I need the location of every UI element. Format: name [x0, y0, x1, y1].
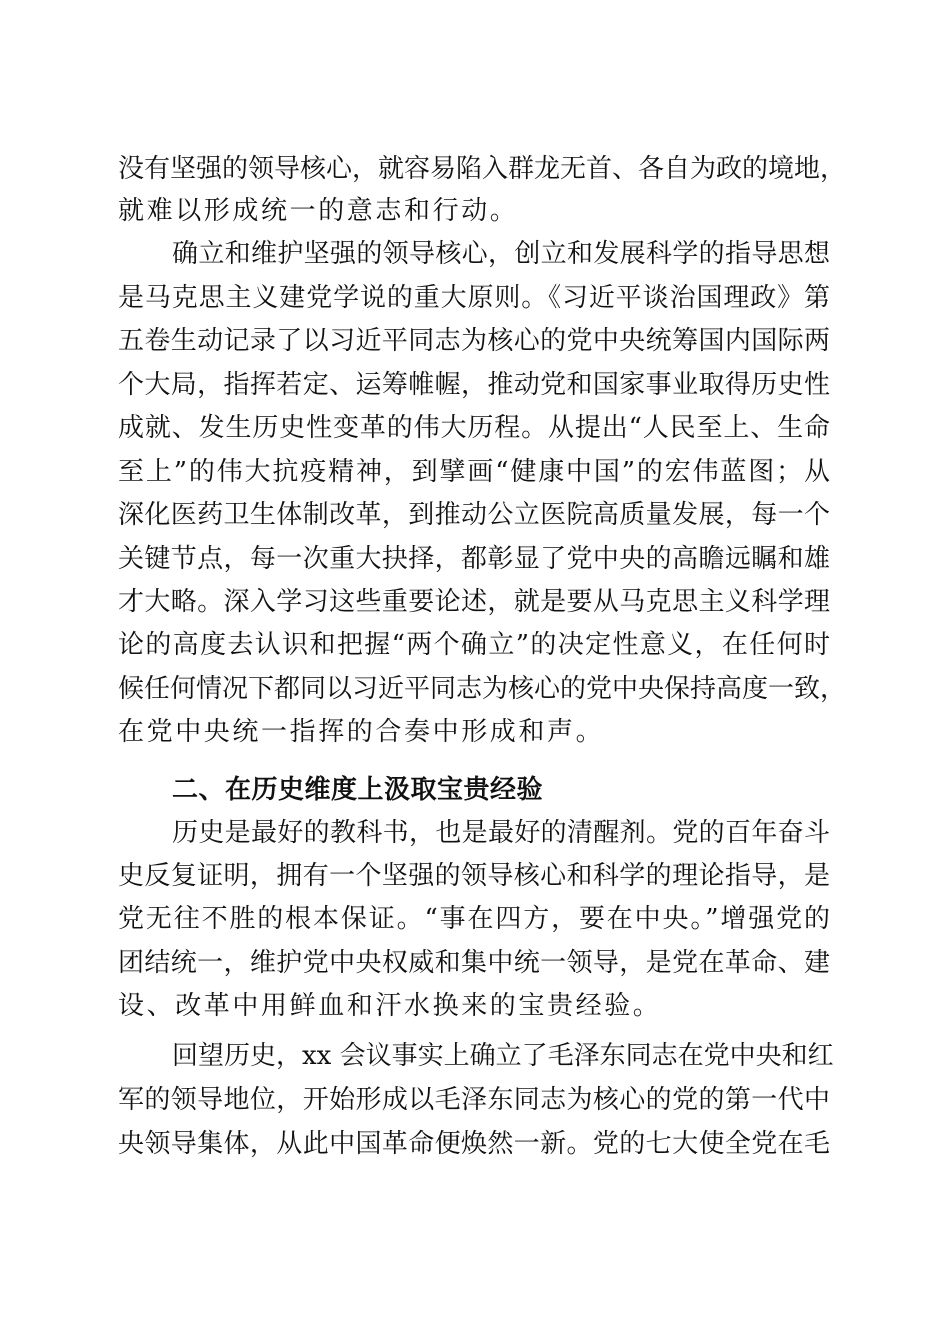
text-line: 回望历史，xx 会议事实上确立了毛泽东同志在党中央和红: [172, 1041, 834, 1071]
text-line: 确立和维护坚强的领导核心，创立和发展科学的指导思想: [172, 239, 830, 269]
text-line: 候任何情况下都同以习近平同志为核心的党中央保持高度一致，: [118, 674, 847, 704]
text-line: 没有坚强的领导核心，就容易陷入群龙无首、各自为政的境地，: [118, 154, 847, 184]
text-line: 才大略。深入学习这些重要论述，就是要从马克思主义科学理: [118, 587, 830, 617]
text-line: 历史是最好的教科书，也是最好的清醒剂。党的百年奋斗: [172, 818, 830, 848]
text-line: 就难以形成统一的意志和行动。: [118, 196, 519, 226]
text-line: 关键节点，每一次重大抉择，都彰显了党中央的高瞻远瞩和雄: [118, 544, 830, 574]
text-line: 团结统一，维护党中央权威和集中统一领导，是党在革命、建: [118, 948, 830, 978]
section-heading: 二、在历史维度上汲取宝贵经验: [172, 775, 544, 805]
text-line: 是马克思主义建党学说的重大原则。《习近平谈治国理政》第: [118, 283, 830, 313]
text-line: 五卷生动记录了以习近平同志为核心的党中央统筹国内国际两: [118, 326, 830, 356]
text-line: 党无往不胜的根本保证。“事在四方，要在中央。”增强党的: [118, 904, 830, 934]
text-line: 设、改革中用鲜血和汗水换来的宝贵经验。: [118, 991, 662, 1021]
text-line: 在党中央统一指挥的合奏中形成和声。: [118, 717, 605, 747]
text-line: 史反复证明，拥有一个坚强的领导核心和科学的理论指导，是: [118, 861, 830, 891]
text-line: 论的高度去认识和把握“两个确立”的决定性意义，在任何时: [118, 630, 830, 660]
text-line: 个大局，指挥若定、运筹帷幄，推动党和国家事业取得历史性: [118, 370, 830, 400]
text-line: 至上”的伟大抗疫精神，到擘画“健康中国”的宏伟蓝图；从: [118, 457, 830, 487]
text-line: 央领导集体，从此中国革命便焕然一新。党的七大使全党在毛: [118, 1129, 830, 1159]
text-line: 成就、发生历史性变革的伟大历程。从提出“人民至上、生命: [118, 413, 830, 443]
text-line: 深化医药卫生体制改革，到推动公立医院高质量发展，每一个: [118, 500, 830, 530]
text-line: 军的领导地位，开始形成以毛泽东同志为核心的党的第一代中: [118, 1085, 830, 1115]
